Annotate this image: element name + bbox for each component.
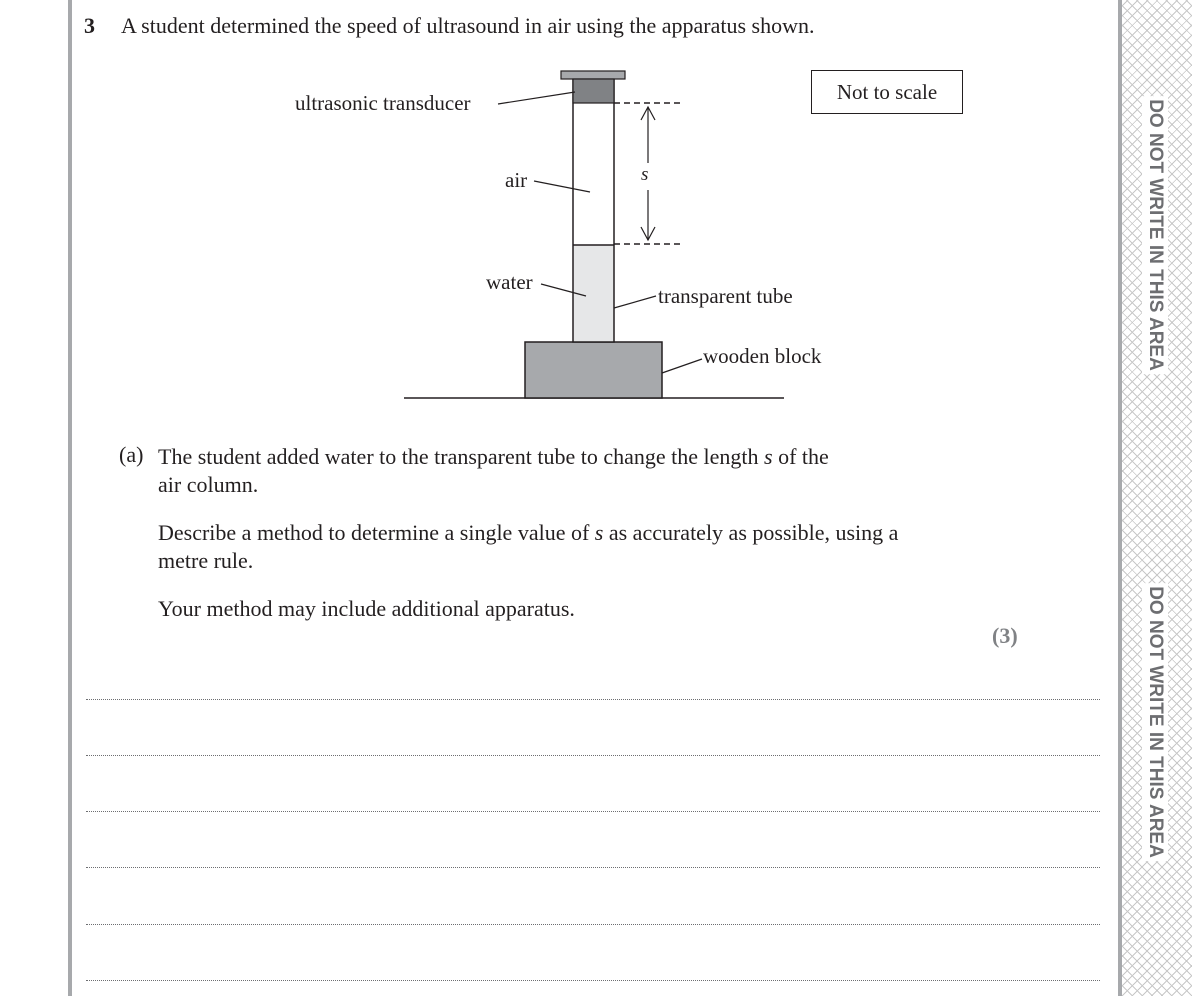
label-wooden-block: wooden block xyxy=(703,344,822,368)
part-a-text-line2: air column. xyxy=(158,472,259,497)
transducer-cap xyxy=(561,71,625,79)
part-a-instruction-line2: metre rule. xyxy=(158,548,254,573)
label-air: air xyxy=(505,168,528,192)
label-s: s xyxy=(641,164,649,185)
part-a-note: Your method may include additional apparatus. xyxy=(158,596,575,621)
question-stem: A student determined the speed of ultrasound in air using the apparatus shown. xyxy=(121,13,815,38)
question-number: 3 xyxy=(84,13,95,38)
answer-line[interactable] xyxy=(86,811,1100,812)
marks-indicator: (3) xyxy=(992,623,1018,648)
apparatus-diagram xyxy=(0,0,1100,420)
label-transparent-tube: transparent tube xyxy=(658,284,793,308)
answer-line[interactable] xyxy=(86,924,1100,925)
part-a-instruction-line1: Describe a method to determine a single value of s as accurately as possible, using a xyxy=(158,520,899,545)
leader-air xyxy=(534,181,590,192)
answer-line[interactable] xyxy=(86,699,1100,700)
label-water: water xyxy=(486,270,533,294)
answer-line[interactable] xyxy=(86,867,1100,868)
answer-line[interactable] xyxy=(86,755,1100,756)
leader-transducer xyxy=(498,92,575,104)
water-column xyxy=(573,245,614,342)
not-to-scale-box: Not to scale xyxy=(811,70,963,114)
answer-line[interactable] xyxy=(86,980,1100,981)
label-ultrasonic-transducer: ultrasonic transducer xyxy=(295,91,471,115)
part-a-instruction xyxy=(158,519,998,575)
leader-block xyxy=(662,359,702,373)
part-a-label: (a) xyxy=(119,442,144,467)
part-a-text-line1: The student added water to the transparent tube to change the length s of the xyxy=(158,444,829,469)
wooden-block xyxy=(525,342,662,398)
part-a-text xyxy=(158,443,998,499)
leader-tube xyxy=(614,296,656,308)
ultrasonic-transducer xyxy=(573,79,614,103)
